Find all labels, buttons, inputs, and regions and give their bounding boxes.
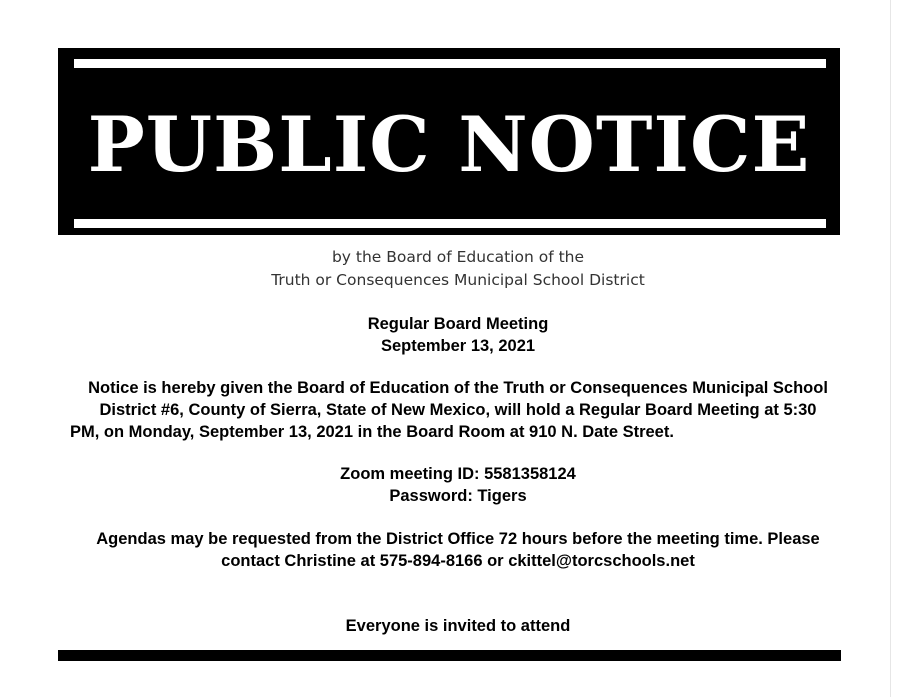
agendas-line-2: contact Christine at 575-894-8166 or ckittel@torcschools.net (221, 552, 695, 570)
notice-line-1: Notice is hereby given the Board of Education of the Truth or Consequences Municipal School (88, 379, 828, 397)
notice-line-3: PM, on Monday, September 13, 2021 in the Board Room at 910 N. Date Street. (70, 423, 674, 441)
banner-title: PUBLIC NOTICE (87, 100, 811, 189)
bottom-rule (58, 650, 841, 661)
meeting-date: September 13, 2021 (380, 337, 536, 355)
issuer-line-1: by the Board of Education of the (331, 248, 585, 266)
meeting-type: Regular Board Meeting (367, 315, 549, 333)
issuer-line-2: Truth or Consequences Municipal School District (271, 271, 645, 289)
page-edge-divider (890, 0, 891, 697)
zoom-meeting-id: Zoom meeting ID: 5581358124 (340, 465, 576, 483)
zoom-password: Password: Tigers (389, 487, 527, 505)
notice-line-2: District #6, County of Sierra, State of New Mexico, will hold a Regular Board Meeting at 5:30 (99, 401, 817, 419)
closing-invitation: Everyone is invited to attend (345, 617, 571, 635)
banner-top-rule (74, 59, 826, 68)
public-notice-banner (58, 48, 840, 235)
banner-bottom-rule (74, 219, 826, 228)
agendas-line-1: Agendas may be requested from the District Office 72 hours before the meeting time. Please (96, 530, 820, 548)
